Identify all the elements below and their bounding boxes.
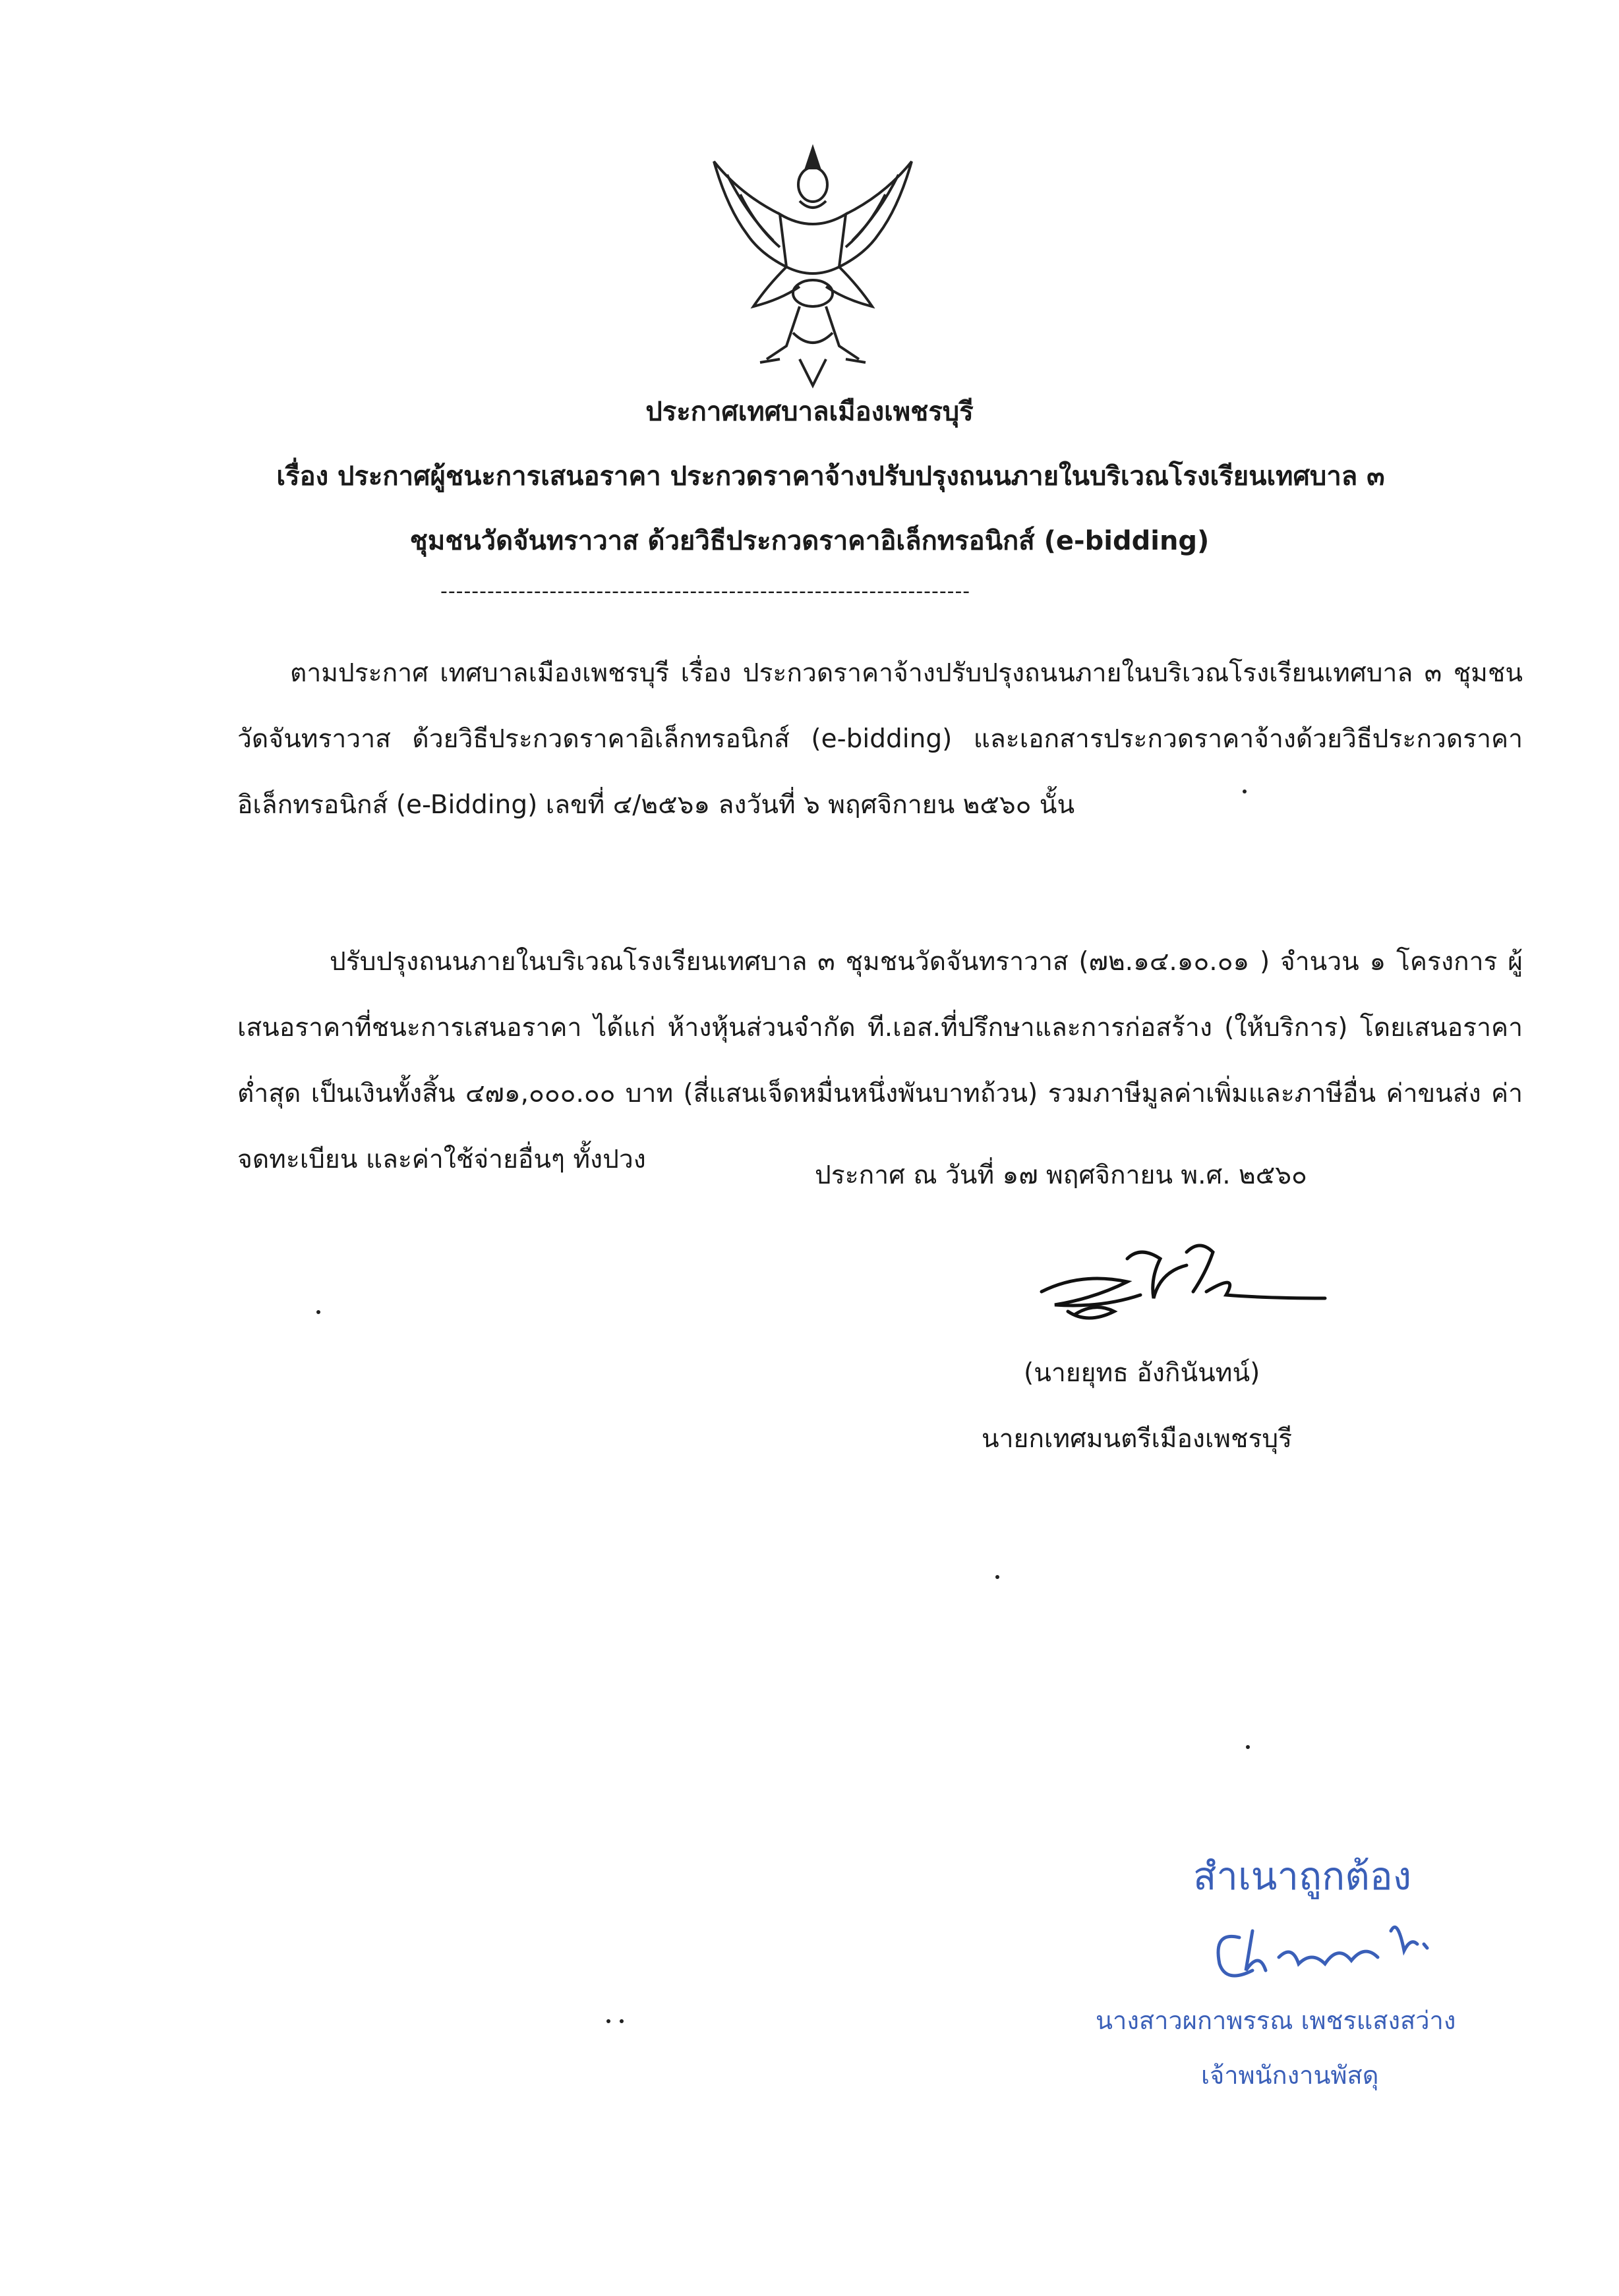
subject-line-2: ชุมชนวัดจันทราวาส ด้วยวิธีประกวดราคาอิเล็กทรอนิกส์ (e-bidding) <box>409 526 1210 556</box>
certified-copy-heading: สำเนาถูกต้อง <box>1193 1854 1412 1899</box>
subject-line-1: เรื่อง ประกาศผู้ชนะการเสนอราคา ประกวดราคาจ้างปรับปรุงถนนภายในบริเวณโรงเรียนเทศบาล ๓ <box>276 461 1385 492</box>
scan-speck <box>1246 1745 1250 1749</box>
certifier-signature <box>1200 1905 1477 1990</box>
announcement-title: ประกาศเทศบาลเมืองเพชรบุรี <box>645 397 974 427</box>
certifier-name: นางสาวผกาพรรณ เพชรแสงสว่าง <box>1096 2006 1456 2035</box>
scan-speck <box>995 1575 999 1579</box>
paragraph-1-text: ตามประกาศ เทศบาลเมืองเพชรบุรี เรื่อง ประกวดราคาจ้างปรับปรุงถนนภายในบริเวณโรงเรียนเทศบาล ๓ ชุมชนวัดจันทราวาส ด้วยวิธีประกวดราคาอิเล็กทรอนิกส์ (e-bidding) และเอกสารประกวดราคาจ้างด้วยวิธีประกวดราคาอิเล็กทรอนิกส์ (e-Bidding) เลขที่ ๔/๒๕๖๑ ลงวันที่ ๖ พฤศจิกายน ๒๕๖๐ นั้น <box>237 658 1523 820</box>
certifier-title: เจ้าพนักงานพัสดุ <box>1201 2061 1379 2090</box>
scan-speck <box>620 2019 624 2023</box>
signer-name: (นายยุทธ อังกินันทน์) <box>1024 1358 1260 1388</box>
garuda-emblem <box>701 135 925 392</box>
divider-line: -------------------------------------------------------------------- <box>440 580 971 603</box>
scan-speck <box>606 2019 610 2023</box>
signer-title: นายกเทศมนตรีเมืองเพชรบุรี <box>982 1424 1293 1454</box>
mayor-signature <box>1028 1232 1338 1338</box>
scan-speck <box>316 1310 320 1314</box>
scan-speck <box>1243 789 1247 793</box>
body-paragraph-2 <box>237 929 1523 1193</box>
body-paragraph-1 <box>237 641 1523 838</box>
announcement-date: ประกาศ ณ วันที่ ๑๗ พฤศจิกายน พ.ศ. ๒๕๖๐ <box>815 1161 1307 1190</box>
paragraph-2-text: ปรับปรุงถนนภายในบริเวณโรงเรียนเทศบาล ๓ ชุมชนวัดจันทราวาส (๗๒.๑๔.๑๐.๐๑ ) จำนวน ๑ โครงการ ผู้เสนอราคาที่ชนะการเสนอราคา ได้แก่ ห้างหุ้นส่วนจำกัด ที.เอส.ที่ปรึกษาและการก่อสร้าง (ให้บริการ) โดยเสนอราคาต่ำสุด เป็นเงินทั้งสิ้น ๔๗๑,๐๐๐.๐๐ บาท (สี่แสนเจ็ดหมื่นหนึ่งพันบาทถ้วน) รวมภาษีมูลค่าเพิ่มและภาษีอื่น ค่าขนส่ง ค่าจดทะเบียน และค่าใช้จ่ายอื่นๆ ทั้งปวง <box>237 947 1523 1174</box>
